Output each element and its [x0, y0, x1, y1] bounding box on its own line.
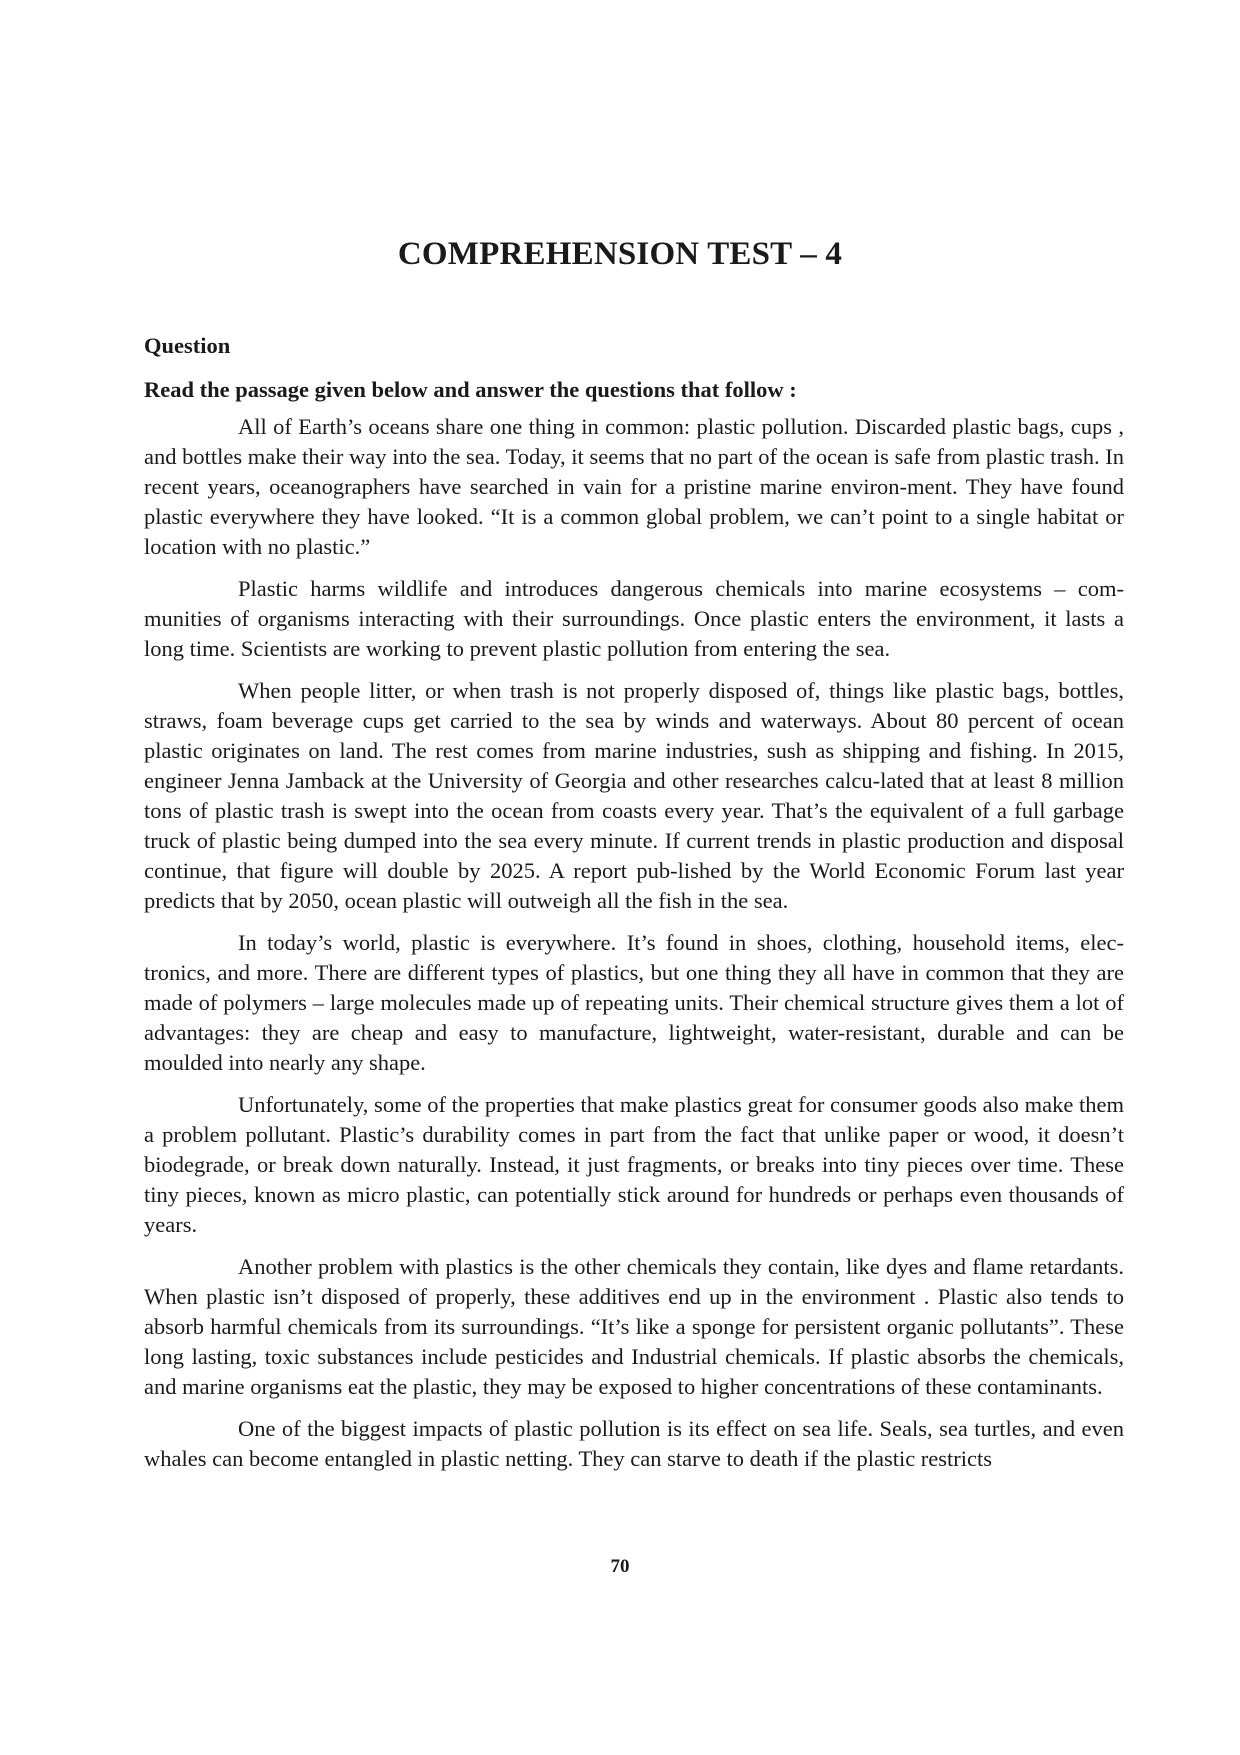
passage-paragraph-2: Plastic harms wildlife and introduces dangerous chemicals into marine ecosystems – com-munities of organisms interacting with their surroundings. Once plastic enters the environment, it lasts a long time. Scientists are working to prevent plastic pollution from entering the sea. [144, 576, 1124, 661]
question-label: Question [144, 333, 231, 358]
page-title: COMPREHENSION TEST – 4 [397, 236, 843, 272]
passage-paragraph-5: Unfortunately, some of the properties that make plastics great for consumer goods also make them a problem pollutant. Plastic’s durability comes in part from the fact that unlike paper or wood, it doesn’t biodegrade, or break down naturally. Instead, it just fragments, or breaks into tiny pieces over time. These tiny pieces, known as micro plastic, can potentially stick around for hundreds or perhaps even thousands of years. [144, 1092, 1124, 1237]
page-number: 70 [610, 1556, 630, 1577]
passage-paragraph-3: When people litter, or when trash is not properly disposed of, things like plastic bags, bottles, straws, foam beverage cups get carried to the sea by winds and waterways. About 80 percent of ocean plastic originates on land. The rest comes from marine industries, sush as shipping and fishing. In 2015, engineer Jenna Jamback at the University of Georgia and other researches calcu-lated that at least 8 million tons of plastic trash is swept into the ocean from coasts every year. That’s the equivalent of a full garbage truck of plastic being dumped into the sea every minute. If current trends in plastic production and disposal continue, that figure will double by 2025. A report pub-lished by the World Economic Forum last year predicts that by 2050, ocean plastic will outweigh all the fish in the sea. [144, 678, 1124, 913]
passage-paragraph-4: In today’s world, plastic is everywhere. It’s found in shoes, clothing, household items, elec-tronics, and more. There are different types of plastics, but one thing they all have in common that they are made of polymers – large molecules made up of repeating units. Their chemical structure gives them a lot of advantages: they are cheap and easy to manufacture, lightweight, water-resistant, durable and can be moulded into nearly any shape. [144, 930, 1124, 1075]
passage-paragraph-7: One of the biggest impacts of plastic pollution is its effect on sea life. Seals, sea turtles, and even whales can become entangled in plastic netting. They can starve to death if the plastic restricts [144, 1416, 1124, 1471]
passage-paragraph-6: Another problem with plastics is the other chemicals they contain, like dyes and flame retardants. When plastic isn’t disposed of properly, these additives end up in the environment . Plastic also tends to absorb harmful chemicals from its surroundings. “It’s like a sponge for persistent organic pollutants”. These long lasting, toxic substances include pesticides and Industrial chemicals. If plastic absorbs the chemicals, and marine organisms eat the plastic, they may be exposed to higher concentrations of these contaminants. [144, 1254, 1124, 1399]
instruction-text: Read the passage given below and answer the questions that follow : [144, 377, 797, 402]
passage-paragraph-1: All of Earth’s oceans share one thing in common: plastic pollution. Discarded plastic bags, cups , and bottles make their way into the sea. Today, it seems that no part of the ocean is safe from plastic trash. In recent years, oceanographers have searched in vain for a pristine marine environ-ment. They have found plastic everywhere they have looked. “It is a common global problem, we can’t point to a single habitat or location with no plastic.” [144, 414, 1124, 559]
document-body [144, 330, 1124, 1486]
